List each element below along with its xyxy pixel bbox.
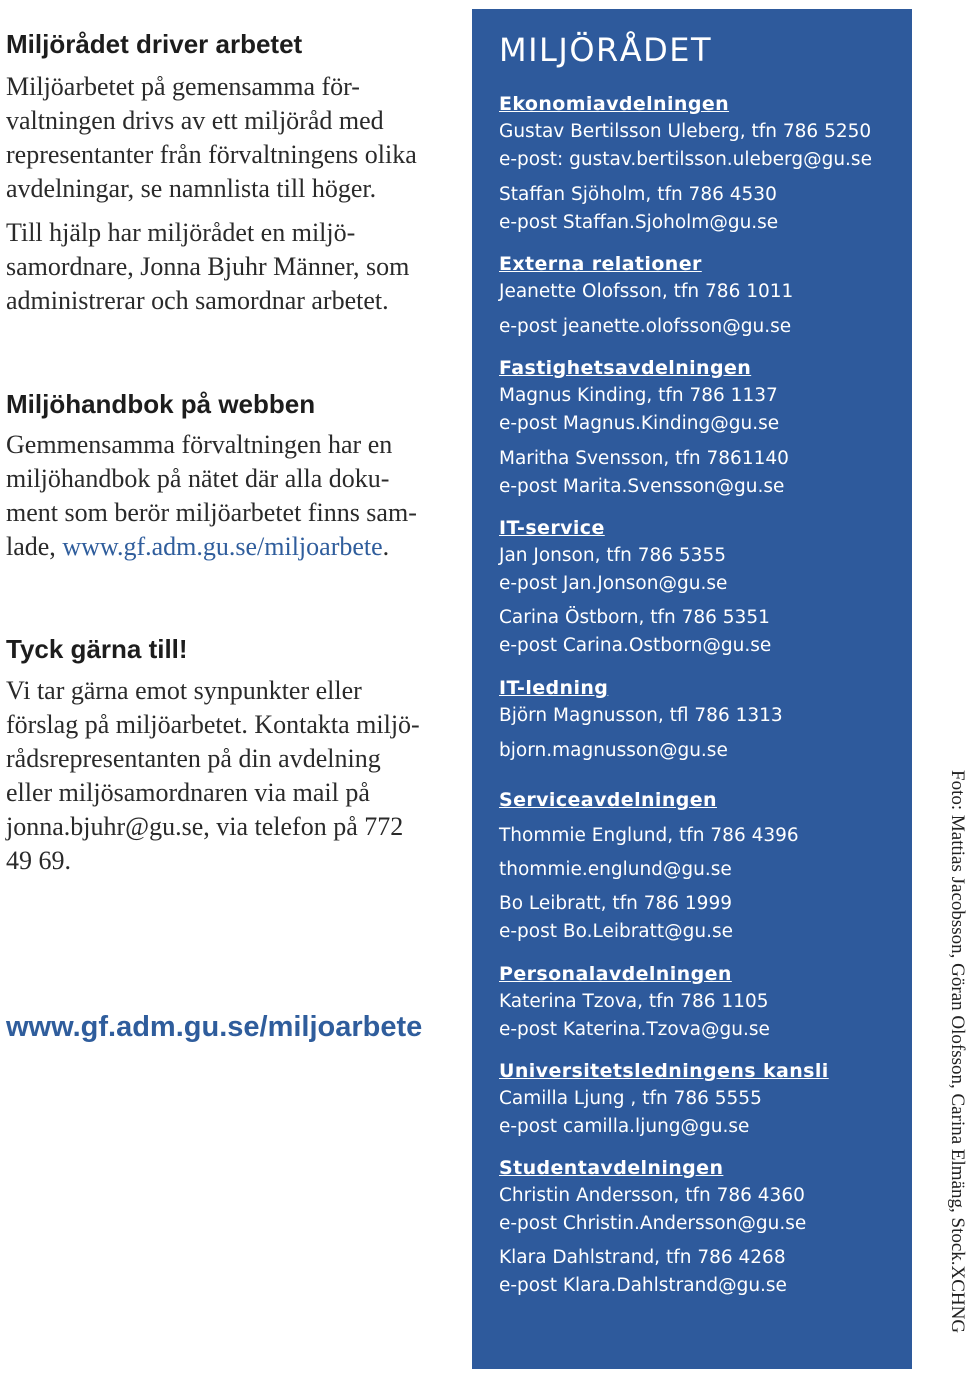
contact-name-phone: Klara Dahlstrand, tfn 786 4268 bbox=[499, 1247, 786, 1268]
paragraph-synpunkter bbox=[6, 674, 420, 878]
contact-name-phone: Camilla Ljung , tfn 786 5555 bbox=[499, 1088, 762, 1109]
text-line: ment som berör miljöarbetet finns sam- bbox=[6, 498, 417, 527]
department-heading: Serviceavdelningen bbox=[499, 789, 717, 811]
text-line: Miljöarbetet på gemensamma för- bbox=[6, 72, 360, 101]
text-line: avdelningar, se namnlista till höger. bbox=[6, 174, 377, 203]
contact-name-phone: Gustav Bertilsson Uleberg, tfn 786 5250 bbox=[499, 121, 872, 142]
text-line: eller miljösamordnaren via mail på bbox=[6, 778, 370, 807]
contact-email[interactable]: e-post: gustav.bertilsson.uleberg@gu.se bbox=[499, 149, 872, 170]
contact-email[interactable]: e-post Carina.Ostborn@gu.se bbox=[499, 635, 772, 656]
text-fragment: . bbox=[382, 532, 390, 561]
contact-name-phone: Carina Östborn, tfn 786 5351 bbox=[499, 607, 770, 628]
text-line: Till hjälp har miljörådet en miljö- bbox=[6, 218, 356, 247]
contact-email[interactable]: e-post Christin.Andersson@gu.se bbox=[499, 1213, 807, 1234]
contact-name-phone: Katerina Tzova, tfn 786 1105 bbox=[499, 991, 769, 1012]
text-line: jonna.bjuhr@gu.se, via telefon på 772 bbox=[6, 812, 404, 841]
text-line: valtningen drivs av ett miljöråd med bbox=[6, 106, 384, 135]
panel-title: MILJÖRÅDET bbox=[499, 31, 713, 69]
miljoarbete-link[interactable]: www.gf.adm.gu.se/miljoarbete bbox=[62, 532, 383, 561]
department-heading: Personalavdelningen bbox=[499, 963, 732, 985]
contact-email[interactable]: e-post Bo.Leibratt@gu.se bbox=[499, 921, 734, 942]
contact-name-phone: Staffan Sjöholm, tfn 786 4530 bbox=[499, 184, 777, 205]
contact-email[interactable]: e-post camilla.ljung@gu.se bbox=[499, 1116, 750, 1137]
contact-email[interactable]: bjorn.magnusson@gu.se bbox=[499, 740, 728, 761]
department-heading: Fastighetsavdelningen bbox=[499, 357, 752, 379]
photo-credit bbox=[946, 770, 970, 1370]
contact-name-phone: Christin Andersson, tfn 786 4360 bbox=[499, 1185, 805, 1206]
contact-email[interactable]: e-post jeanette.olofsson@gu.se bbox=[499, 316, 792, 337]
website-url-link[interactable]: www.gf.adm.gu.se/miljoarbete bbox=[6, 1011, 423, 1043]
contact-name-phone: Magnus Kinding, tfn 786 1137 bbox=[499, 385, 778, 406]
contact-name-phone: Björn Magnusson, tfl 786 1313 bbox=[499, 705, 783, 726]
contact-email[interactable]: e-post Klara.Dahlstrand@gu.se bbox=[499, 1275, 787, 1296]
contact-name-phone: Jeanette Olofsson, tfn 786 1011 bbox=[499, 281, 794, 302]
miljoradet-panel bbox=[472, 9, 912, 1369]
contact-email[interactable]: e-post Marita.Svensson@gu.se bbox=[499, 476, 785, 497]
text-line: förslag på miljöarbetet. Kontakta miljö- bbox=[6, 710, 420, 739]
text-line: 49 69. bbox=[6, 846, 71, 875]
contact-email[interactable]: e-post Katerina.Tzova@gu.se bbox=[499, 1019, 770, 1040]
paragraph-miljohandbok bbox=[6, 428, 417, 564]
contact-email[interactable]: thommie.englund@gu.se bbox=[499, 859, 732, 880]
department-heading: Externa relationer bbox=[499, 253, 702, 275]
paragraph-intro bbox=[6, 70, 417, 206]
contact-name-phone: Jan Jonson, tfn 786 5355 bbox=[499, 545, 726, 566]
paragraph-samordnare bbox=[6, 216, 409, 318]
heading-miljohandbok: Miljöhandbok på webben bbox=[6, 389, 316, 419]
text-fragment: lade, bbox=[6, 532, 63, 561]
department-heading: IT-service bbox=[499, 517, 605, 539]
department-heading: IT-ledning bbox=[499, 677, 609, 699]
contact-name-phone: Bo Leibratt, tfn 786 1999 bbox=[499, 893, 732, 914]
contact-email[interactable]: e-post Jan.Jonson@gu.se bbox=[499, 573, 728, 594]
contact-name-phone: Maritha Svensson, tfn 7861140 bbox=[499, 448, 789, 469]
text-line: representanter från förvaltningens olika bbox=[6, 140, 417, 169]
text-line: Gemmensamma förvaltningen har en bbox=[6, 430, 393, 459]
text-line: samordnare, Jonna Bjuhr Männer, som bbox=[6, 252, 410, 281]
text-line: Vi tar gärna emot synpunkter eller bbox=[6, 676, 362, 705]
photo-credit-text: Foto: Mattias Jacobsson, Göran Olofsson, Carina Elmäng, Stock.XCHNG bbox=[947, 770, 968, 1334]
department-heading: Studentavdelningen bbox=[499, 1157, 724, 1179]
text-line: rådsrepresentanten på din avdelning bbox=[6, 744, 381, 773]
department-heading: Ekonomiavdelningen bbox=[499, 93, 730, 115]
text-line: miljöhandbok på nätet där alla doku- bbox=[6, 464, 390, 493]
contact-name-phone: Thommie Englund, tfn 786 4396 bbox=[499, 825, 799, 846]
heading-tyck-garna-till: Tyck gärna till! bbox=[6, 634, 188, 664]
contact-email[interactable]: e-post Staffan.Sjoholm@gu.se bbox=[499, 212, 779, 233]
heading-miljoradet: Miljörådet driver arbetet bbox=[6, 29, 303, 59]
text-line bbox=[6, 530, 417, 564]
contact-email[interactable]: e-post Magnus.Kinding@gu.se bbox=[499, 413, 780, 434]
department-heading: Universitetsledningens kansli bbox=[499, 1060, 829, 1082]
text-line: administrerar och samordnar arbetet. bbox=[6, 286, 389, 315]
